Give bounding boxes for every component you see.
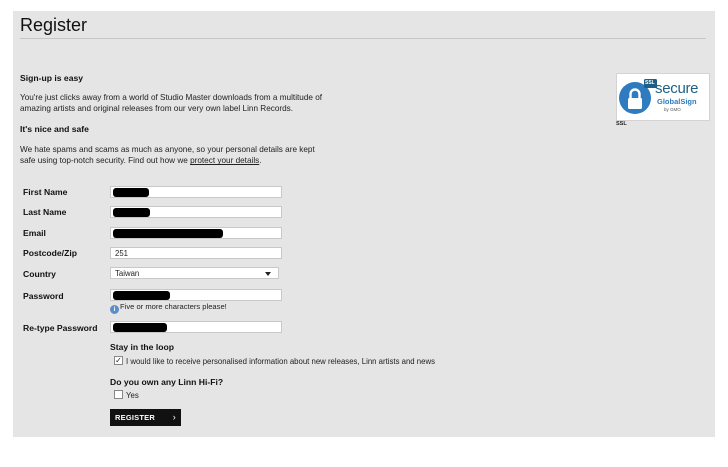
email-label: Email [23,228,46,238]
seal-brand: GlobalSign [657,97,697,106]
postcode-input[interactable]: 251 [110,247,282,259]
intro-paragraph-safe [20,144,350,167]
retype-password-label: Re-type Password [23,323,98,333]
email-input[interactable] [110,227,282,239]
redacted-value [113,229,223,238]
page-title: Register [20,15,88,35]
password-input[interactable] [110,289,282,301]
intro-paragraph-safe-line1: We hate spams and scams as much as anyone, so your personal details are kept [20,145,315,154]
intro-paragraph-easy-line2: amazing artists and original releases from our very own label Linn Records. [20,104,294,114]
info-icon: i [110,305,119,314]
country-selected-value: Taiwan [115,269,140,278]
seal-ssl-badge: SSL [645,80,655,86]
first-name-label: First Name [23,187,68,197]
title-divider [20,38,706,39]
seal-secure-word: secure [655,80,699,97]
redacted-value [113,188,149,197]
newsletter-checkbox[interactable] [114,356,123,365]
register-button[interactable] [110,409,181,426]
country-select[interactable] [110,267,279,279]
redacted-value [113,208,150,217]
ssl-caption: SSL [616,121,627,127]
newsletter-checkbox-label: I would like to receive personalised information about new releases, Linn artists and news [126,357,436,366]
intro-heading-easy: Sign-up is easy [20,73,84,83]
intro-paragraph-easy-line1: You're just clicks away from a world of Studio Master downloads from a multitude of [20,93,323,102]
intro-paragraph-easy [20,92,350,115]
intro-heading-safe: It's nice and safe [20,124,89,134]
redacted-value [113,323,167,332]
redacted-value [113,291,170,300]
protect-details-link[interactable]: protect your details [190,156,260,166]
globalsign-secure-seal[interactable] [616,73,710,121]
first-name-input[interactable] [110,186,282,198]
intro-paragraph-safe-line2 [20,155,350,166]
checkmark-icon: ✓ [115,356,122,365]
chevron-right-icon: › [172,412,176,422]
last-name-input[interactable] [110,206,282,218]
password-hint [110,302,227,314]
last-name-label: Last Name [23,207,67,217]
intro-paragraph-safe-line2-text: safe using top-notch security. Find out how we [20,156,191,166]
password-label: Password [23,291,64,301]
password-hint-text: Five or more characters please! [120,302,227,311]
intro-paragraph-safe-line2-suffix: . [259,156,262,166]
linn-hifi-heading: Do you own any Linn Hi-Fi? [110,377,224,387]
postcode-label: Postcode/Zip [23,248,77,258]
owns-hifi-checkbox[interactable] [114,390,123,399]
seal-byline: by GMO [664,107,681,112]
register-panel [13,11,715,437]
register-button-label: REGISTER [115,413,155,422]
owns-hifi-checkbox-label: Yes [126,391,139,400]
retype-password-input[interactable] [110,321,282,333]
stay-in-loop-heading: Stay in the loop [110,342,174,352]
chevron-down-icon [265,272,271,276]
country-label: Country [23,269,56,279]
